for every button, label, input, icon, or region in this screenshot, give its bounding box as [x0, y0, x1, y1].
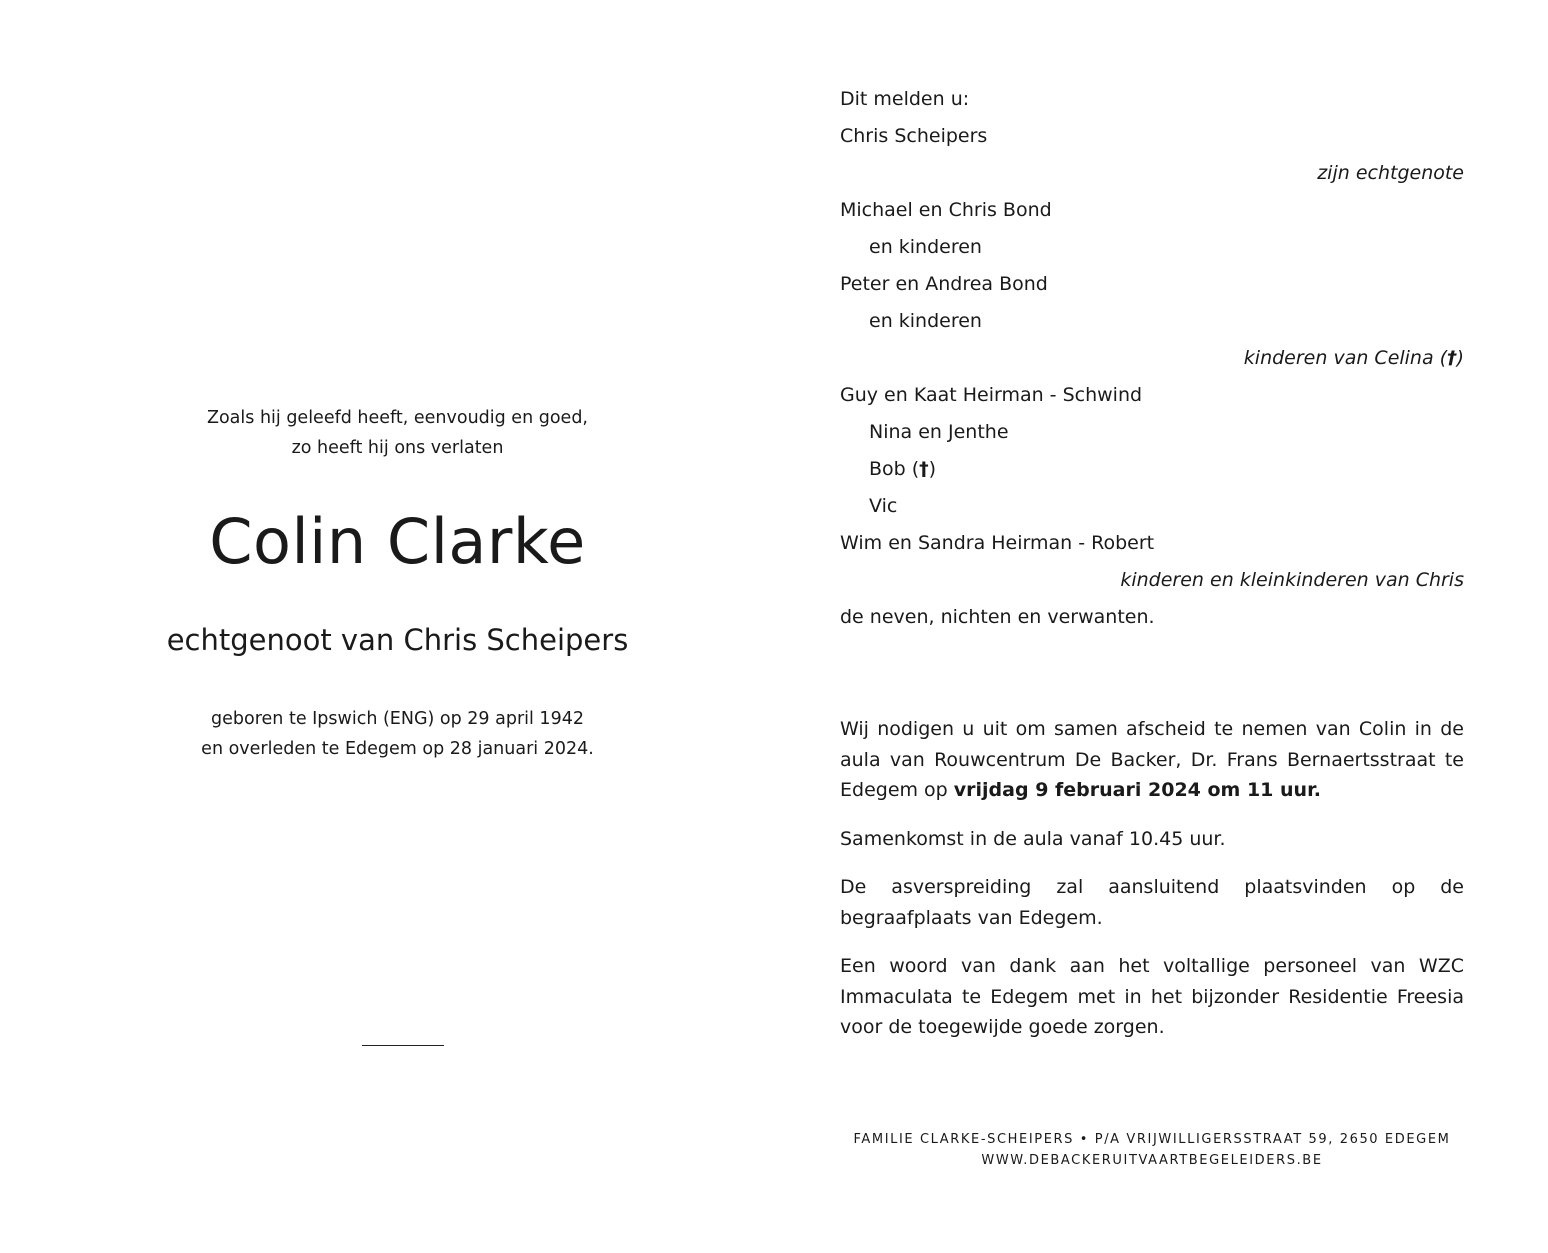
invitation-text — [840, 714, 1464, 1061]
family-relation-label — [840, 562, 1464, 599]
family-text-after: ) — [928, 458, 937, 480]
family-text: kinderen en kleinkinderen van Chris — [1120, 569, 1464, 591]
invitation-paragraph-1 — [840, 714, 1464, 806]
spouse-line: echtgenoot van Chris Scheipers — [166, 623, 629, 657]
deceased-name: Colin Clarke — [209, 505, 586, 578]
family-member — [840, 303, 1464, 340]
family-text: Nina en Jenthe — [869, 421, 1009, 443]
family-member — [840, 266, 1464, 303]
family-member — [840, 488, 1464, 525]
motto-line-1: Zoals hij geleefd heeft, eenvoudig en goed, — [206, 408, 588, 428]
footer-website[interactable]: WWW.DEBACKERUITVAARTBEGELEIDERS.BE — [981, 1153, 1323, 1168]
family-member — [840, 414, 1464, 451]
family-text: Wim en Sandra Heirman - Robert — [840, 532, 1155, 554]
divider-line — [362, 1045, 444, 1046]
family-text: Guy en Kaat Heirman - Schwind — [840, 384, 1143, 406]
family-text: Vic — [869, 495, 898, 517]
family-text: Bob ( — [869, 458, 920, 480]
right-page — [840, 0, 1464, 1253]
invitation-text-start: Wij nodigen u uit om samen afscheid te nemen van Colin in de aula van Rouwcentrum De Backer, Dr. Frans Bernaertsstraat te Edegem op — [840, 718, 1464, 801]
family-text: en kinderen — [869, 236, 982, 258]
family-text: Dit melden u: — [840, 88, 970, 110]
family-text: Chris Scheipers — [840, 125, 988, 147]
invitation-paragraph-2: Samenkomst in de aula vanaf 10.45 uur. — [840, 827, 1226, 850]
family-member — [840, 599, 1464, 636]
birth-line: geboren te Ipswich (ENG) op 29 april 1942 — [211, 709, 584, 729]
family-list — [840, 81, 1464, 636]
footer — [840, 1129, 1464, 1171]
death-line: en overleden te Edegem op 28 januari 2024. — [201, 739, 594, 759]
family-text: zijn echtgenote — [1317, 162, 1464, 184]
family-member — [840, 118, 1464, 155]
motto — [0, 403, 795, 463]
life-dates — [0, 704, 795, 764]
family-relation-label — [840, 340, 1464, 377]
ceremony-datetime: vrijdag 9 februari 2024 om 11 uur. — [953, 779, 1321, 801]
invitation-paragraph-3: De asverspreiding zal aansluitend plaatsvinden op de begraafplaats van Edegem. — [840, 876, 1464, 929]
family-text-after: ) — [1456, 347, 1464, 369]
cross-icon: † — [919, 458, 929, 480]
family-text: Peter en Andrea Bond — [840, 273, 1048, 295]
family-text: kinderen van Celina ( — [1243, 347, 1448, 369]
family-text: Michael en Chris Bond — [840, 199, 1052, 221]
family-relation-label — [840, 155, 1464, 192]
family-member — [840, 229, 1464, 266]
family-member — [840, 377, 1464, 414]
family-text: de neven, nichten en verwanten. — [840, 606, 1155, 628]
footer-address: FAMILIE CLARKE-SCHEIPERS • P/A VRIJWILLIGERSSTRAAT 59, 2650 EDEGEM — [853, 1132, 1451, 1147]
family-member — [840, 451, 1464, 488]
motto-line-2: zo heeft hij ons verlaten — [291, 438, 504, 458]
family-member — [840, 81, 1464, 118]
family-member — [840, 192, 1464, 229]
family-text: en kinderen — [869, 310, 982, 332]
family-member — [840, 525, 1464, 562]
invitation-paragraph-4: Een woord van dank aan het voltallige personeel van WZC Immaculata te Edegem met in het bijzonder Residentie Freesia voor de toegewijde goede zorgen. — [840, 955, 1464, 1038]
cross-icon: † — [1447, 347, 1457, 369]
